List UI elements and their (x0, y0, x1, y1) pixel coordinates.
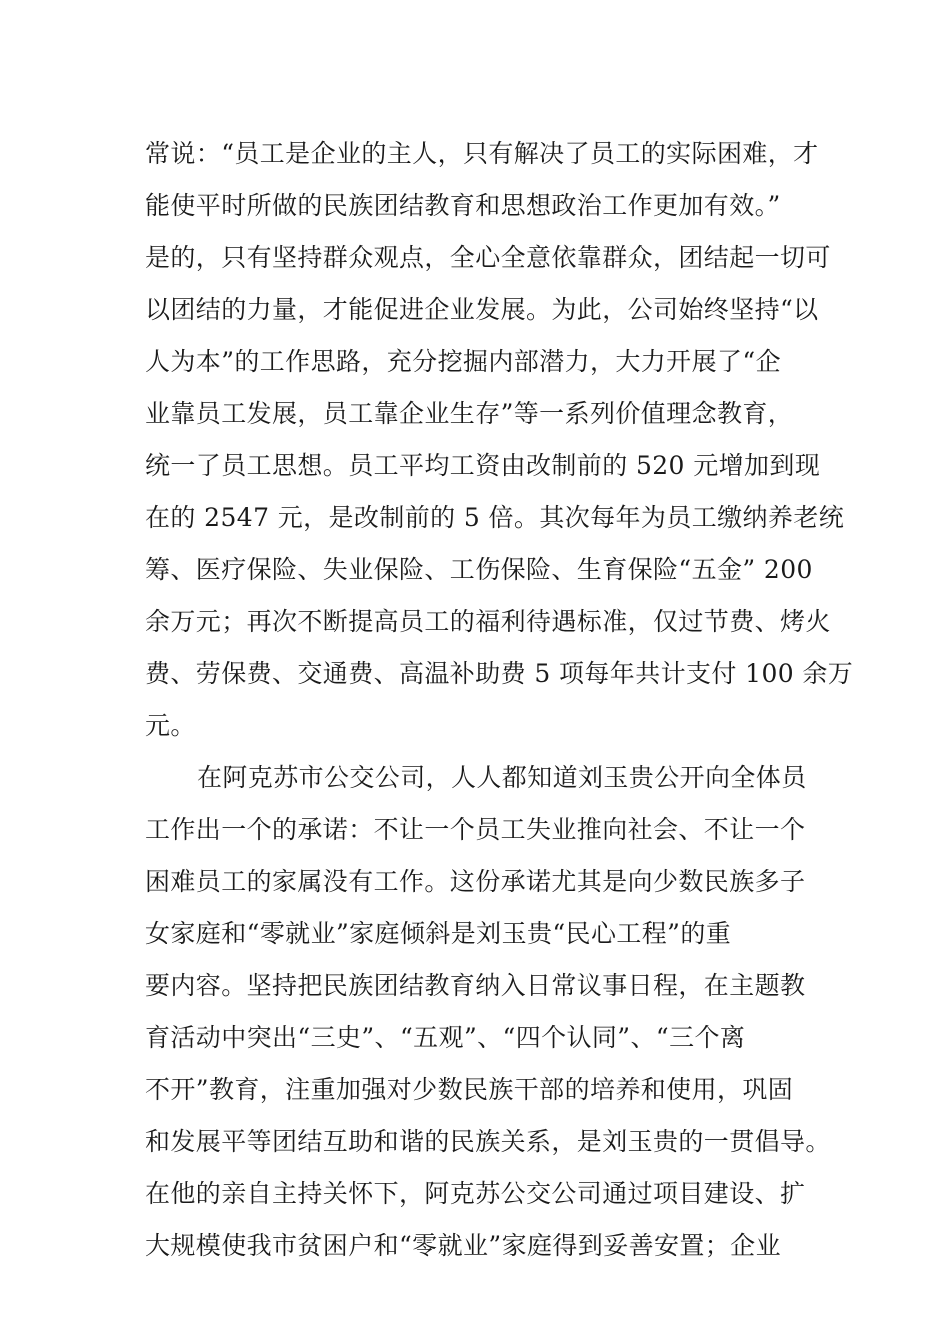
document-body (145, 128, 854, 1272)
text-line: 女家庭和“零就业”家庭倾斜是刘玉贵“民心工程”的重 (145, 919, 732, 948)
text-line: 和发展平等团结互助和谐的民族关系，是刘玉贵的一贯倡导。 (145, 1127, 831, 1156)
text-line: 余万元；再次不断提高员工的福利待遇标准，仅过节费、烤火 (145, 607, 831, 636)
text-line: 困难员工的家属没有工作。这份承诺尤其是向少数民族多子 (145, 867, 806, 896)
text-line: 统一了员工思想。员工平均工资由改制前的 520 元增加到现 (145, 451, 821, 480)
text-line: 育活动中突出“三史”、“五观”、“四个认同”、“三个离 (145, 1023, 746, 1052)
text-line: 费、劳保费、交通费、高温补助费 5 项每年共计支付 100 余万 (145, 659, 854, 688)
text-line: 在阿克苏市公交公司，人人都知道刘玉贵公开向全体员 (197, 763, 807, 792)
text-line: 是的，只有坚持群众观点，全心全意依靠群众，团结起一切可 (145, 243, 831, 272)
text-line: 能使平时所做的民族团结教育和思想政治工作更加有效。” (145, 191, 781, 220)
text-line: 以团结的力量，才能促进企业发展。为此，公司始终坚持“以 (145, 295, 819, 324)
text-line: 在的 2547 元，是改制前的 5 倍。其次每年为员工缴纳养老统 (145, 503, 845, 532)
text-line: 元。 (145, 711, 196, 740)
text-line: 不开”教育，注重加强对少数民族干部的培养和使用，巩固 (145, 1075, 794, 1104)
text-line: 工作出一个的承诺：不让一个员工失业推向社会、不让一个 (145, 815, 806, 844)
text-line: 业靠员工发展，员工靠企业生存”等一系列价值理念教育， (145, 399, 794, 428)
text-line: 常说：“员工是企业的主人，只有解决了员工的实际困难，才 (145, 139, 819, 168)
text-line: 大规模使我市贫困户和“零就业”家庭得到妥善安置；企业 (145, 1231, 781, 1260)
text-line: 人为本”的工作思路，充分挖掘内部潜力，大力开展了“企 (145, 347, 781, 376)
text-line: 筹、医疗保险、失业保险、工伤保险、生育保险“五金” 200 (145, 555, 813, 584)
text-line: 要内容。坚持把民族团结教育纳入日常议事日程，在主题教 (145, 971, 806, 1000)
text-line: 在他的亲自主持关怀下，阿克苏公交公司通过项目建设、扩 (145, 1179, 806, 1208)
